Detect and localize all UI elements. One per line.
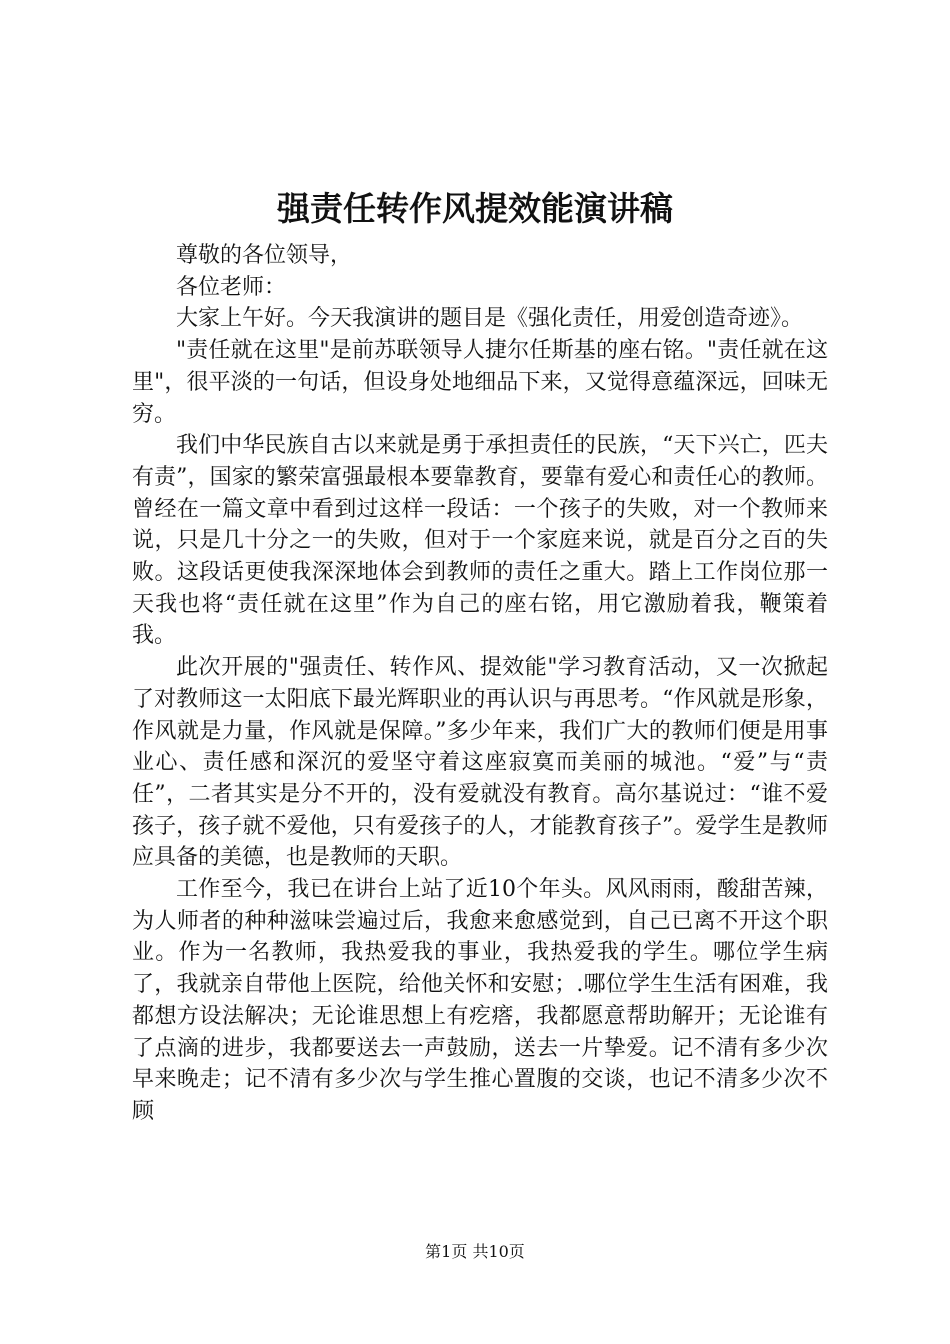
paragraph: 我们中华民族自古以来就是勇于承担责任的民族，“天下兴亡，匹夫有责”，国家的繁荣富强最根本要靠教育，要靠有爱心和责任心的教师。曾经在一篇文章中看到过这样一段话：一个孩子的失败，对一个教师来说，只是几十分之一的失败，但对于一个家庭来说，就是百分之百的失败。这段话更使我深深地体会到教师的责任之重大。踏上工作岗位那一天我也将“责任就在这里”作为自己的座右铭，用它激励着我，鞭策着我。	[132, 433, 828, 649]
paragraph: 工作至今，我已在讲台上站了近10个年头。风风雨雨，酸甜苦辣，为人师者的种种滋味尝遍过后，我愈来愈感觉到，自己已离不开这个职业。作为一名教师，我热爱我的事业，我热爱我的学生。哪位学生病了，我就亲自带他上医院，给他关怀和安慰；.哪位学生生活有困难，我都想方设法解决；无论谁思想上有疙瘩，我都愿意帮助解开；无论谁有了点滴的进步，我都要送去一声鼓励，送去一片挚爱。记不清有多少次早来晚走；记不清有多少次与学生推心置腹的交谈，也记不清多少次不顾	[132, 877, 828, 1124]
paragraph: 大家上午好。今天我演讲的题目是《强化责任，用爱创造奇迹》。	[176, 306, 804, 332]
page-footer: 第1页 共10页	[425, 1242, 525, 1261]
document-body	[132, 240, 828, 1128]
paragraph: "责任就在这里"是前苏联领导人捷尔任斯基的座右铭。"责任就在这里"，很平淡的一句话，但设身处地细品下来，又觉得意蕴深远，回味无穷。	[132, 338, 828, 427]
paragraph: 此次开展的"强责任、转作风、提效能"学习教育活动，又一次掀起了对教师这一太阳底下最光辉职业的再认识与再思考。“作风就是形象，作风就是力量，作风就是保障。”多少年来，我们广大的教师们便是用事业心、责任感和深沉的爱坚守着这座寂寞而美丽的城池。“爱”与“责任”，二者其实是分不开的，没有爱就没有教育。高尔基说过：“谁不爱孩子，孩子就不爱他，只有爱孩子的人，才能教育孩子”。爱学生是教师应具备的美德，也是教师的天职。	[132, 655, 828, 871]
document-title: 强责任转作风提效能演讲稿	[277, 189, 673, 228]
paragraph-salutation-1: 尊敬的各位领导，	[176, 243, 353, 268]
paragraph-salutation-2: 各位老师：	[176, 274, 287, 300]
